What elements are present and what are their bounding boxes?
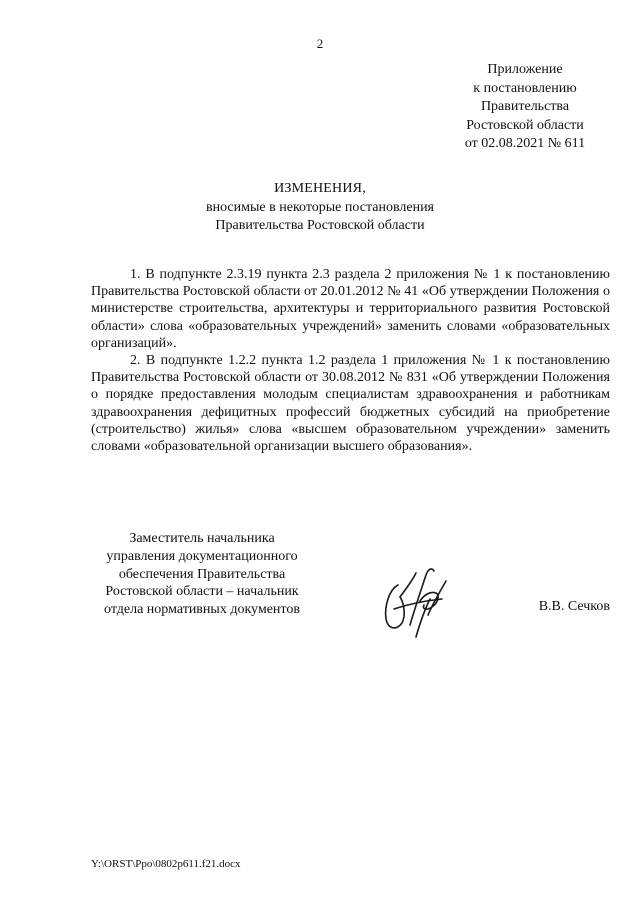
body-paragraph: 1. В подпункте 2.3.19 пункта 2.3 раздела 2 приложения № 1 к постановлению Правительства Ростовской области от 20.01.2012 № 41 «Об утверждении Положения о министерстве строительства, архитектуры и территориального развития Ростовской области» слова «образовательных учреждений» заменить словами «образовательных организаций». bbox=[91, 267, 610, 351]
appendix-block bbox=[440, 61, 610, 154]
document-subtitle-line: Правительства Ростовской области bbox=[215, 218, 425, 233]
appendix-line: Правительства bbox=[480, 99, 570, 114]
appendix-line: к постановлению bbox=[473, 80, 577, 96]
body-paragraph: 2. В подпункте 1.2.2 пункта 1.2 раздела 1 приложения № 1 к постановлению Правительства Ростовской области от 30.08.2012 № 831 «Об утверждении Положения о порядке предоставления молодым специалистам здравоохранения и работникам здравоохранения дефицитных профессий бюджетных субсидий на приобретение (строительство) жилья» слова «высшем образовательном учреждении» заменить словами «образовательной организации высшего образования». bbox=[91, 353, 610, 455]
document-subtitle-line: вносимые в некоторые постановления bbox=[205, 199, 434, 215]
signer-position-line: обеспечения Правительства bbox=[118, 566, 286, 582]
handwritten-signature bbox=[376, 555, 456, 650]
appendix-line: Ростовской области bbox=[466, 117, 584, 133]
page-number: 2 bbox=[316, 36, 324, 51]
signer-position bbox=[91, 530, 313, 619]
title-block bbox=[0, 180, 640, 236]
signer-position-line: отдела нормативных документов bbox=[104, 602, 300, 618]
signature-block bbox=[91, 530, 610, 630]
appendix-line: от 02.08.2021 № 611 bbox=[464, 136, 586, 151]
appendix-line: Приложение bbox=[487, 62, 563, 77]
signer-position-line: Заместитель начальника bbox=[129, 531, 275, 546]
document-title: ИЗМЕНЕНИЯ, bbox=[274, 181, 366, 196]
signer-name: В.В. Сечков bbox=[538, 599, 610, 614]
signer-position-line: управления документационного bbox=[106, 548, 298, 564]
footer-file-path: Y:\ORST\Ppo\0802p611.f21.docx bbox=[91, 858, 241, 870]
document-body bbox=[91, 266, 610, 455]
signer-position-line: Ростовской области – начальник bbox=[105, 584, 299, 600]
